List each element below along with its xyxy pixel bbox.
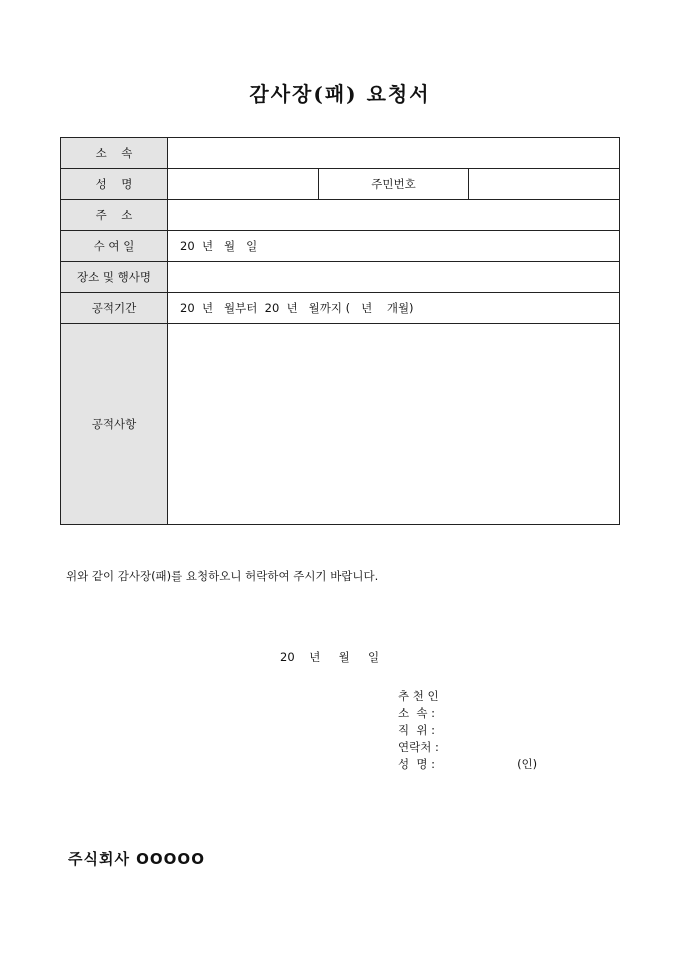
recommender-position: 직 위 : (398, 723, 436, 737)
award-date-label: 수 여 일 (61, 231, 168, 262)
request-form-table (60, 137, 620, 525)
row-merit-details (61, 324, 620, 525)
recommender-heading: 추 천 인 (398, 689, 439, 703)
row-merit-period (61, 293, 620, 324)
address-label: 주 소 (61, 200, 168, 231)
name-label: 성 명 (61, 169, 168, 200)
recommender-block (398, 688, 537, 773)
affiliation-label: 소 속 (61, 138, 168, 169)
award-date-field[interactable]: 20 년 월 일 (168, 231, 620, 262)
recommender-name: 성 명 : (398, 757, 436, 771)
request-statement: 위와 같이 감사장(패)를 요청하오니 허락하여 주시기 바랍니다. (66, 569, 379, 583)
rrn-field[interactable] (469, 169, 620, 200)
rrn-label: 주민번호 (318, 169, 469, 200)
row-affiliation (61, 138, 620, 169)
place-event-field[interactable] (168, 262, 620, 293)
name-field[interactable] (168, 169, 319, 200)
affiliation-field[interactable] (168, 138, 620, 169)
seal-mark: (인) (517, 757, 538, 771)
row-award-date (61, 231, 620, 262)
request-date: 20 년 월 일 (280, 650, 380, 664)
company-name: 주식회사 OOOOO (68, 850, 205, 868)
merit-details-label: 공적사항 (61, 324, 168, 525)
recommender-contact: 연락처 : (398, 740, 439, 754)
recommender-name-row (398, 756, 537, 773)
merit-details-field[interactable] (168, 324, 620, 525)
merit-period-label: 공적기간 (61, 293, 168, 324)
place-event-label: 장소 및 행사명 (61, 262, 168, 293)
row-address (61, 200, 620, 231)
merit-period-field[interactable]: 20 년 월부터 20 년 월까지 ( 년 개월) (168, 293, 620, 324)
row-place-event (61, 262, 620, 293)
recommender-affiliation: 소 속 : (398, 706, 436, 720)
document-title: 감사장(패) 요청서 (249, 82, 431, 106)
row-name (61, 169, 620, 200)
address-field[interactable] (168, 200, 620, 231)
